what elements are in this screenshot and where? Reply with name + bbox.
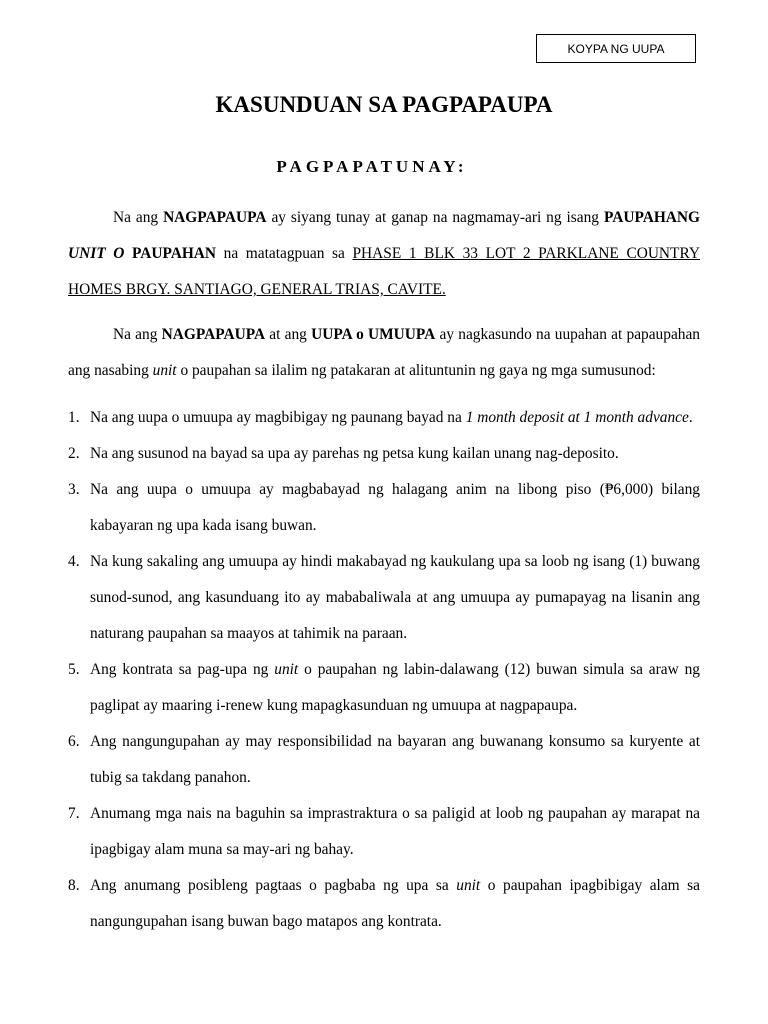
- list-number: 6.: [68, 733, 80, 750]
- list-item: [68, 400, 700, 436]
- bold-term: NAGPAPAUPA: [163, 209, 267, 226]
- list-item: [68, 472, 700, 544]
- text: Ang anumang posibleng pagtaas o pagbaba ng upa sa: [90, 877, 457, 894]
- text: Na ang uupa o umuupa ay magbabayad ng halagang anim na libong piso (₱6,000) bilang kabayaran ng upa kada isang buwan.: [90, 481, 700, 534]
- copy-label-box: [536, 34, 696, 63]
- text: Na ang susunod na bayad sa upa ay parehas ng petsa kung kailan unang nag-deposito.: [90, 445, 619, 462]
- italic-term: 1 month deposit at 1 month advance: [465, 409, 689, 426]
- paragraph-agreement: [68, 317, 700, 389]
- bold-term: UUPA o UMUUPA: [311, 326, 436, 343]
- list-item: [68, 724, 700, 796]
- paragraph-ownership: [68, 200, 700, 308]
- text: o paupahan ng labin-dalawang (12) buwan simula sa araw ng paglipat ay maaring i-renew kung mapagkasunduan ng umuupa at nagpapaupa.: [90, 661, 701, 714]
- text: ay siyang tunay at ganap na nagmamay-ari ng isang: [266, 209, 604, 226]
- bold-term: PAUPAHANG: [603, 209, 700, 226]
- bold-italic-term: UNIT O: [68, 245, 125, 262]
- text: Na kung sakaling ang umuupa ay hindi makabayad ng kaukulang upa sa loob ng isang (1) buwang sunod-sunod, ang kasunduang ito ay mababaliwala at ang umuupa ay pumapayag na lisanin ang naturang paupahan sa maayos at tahimik na paraan.: [90, 553, 700, 642]
- list-number: 5.: [68, 661, 80, 678]
- text: Ang kontrata sa pag-upa ng: [90, 661, 275, 678]
- list-number: 3.: [68, 481, 80, 498]
- list-item: [68, 868, 700, 940]
- text: Na ang uupa o umuupa ay magbibigay ng paunang bayad na: [90, 409, 466, 426]
- text: Na ang: [113, 326, 162, 343]
- italic-term: unit: [152, 362, 177, 379]
- bold-term: PAUPAHAN: [124, 245, 217, 262]
- text: ay nagkasundo na uupahan at papaupahan ang nasabing: [68, 326, 700, 379]
- italic-term: unit: [456, 877, 481, 894]
- text: na matatagpuan sa: [216, 245, 353, 262]
- bold-term: NAGPAPAUPA: [161, 326, 266, 343]
- list-item: [68, 796, 700, 868]
- list-item: [68, 544, 700, 652]
- list-number: 8.: [68, 877, 80, 894]
- text: o paupahan ipagbibigay alam sa nangungupahan isang buwan bago matapos ang kontrata.: [90, 877, 700, 930]
- list-number: 7.: [68, 805, 80, 822]
- text: o paupahan sa ilalim ng patakaran at alituntunin ng gaya ng mga sumusunod:: [176, 362, 656, 379]
- text: Ang nangungupahan ay may responsibilidad na bayaran ang buwanang konsumo sa kuryente at tubig sa takdang panahon.: [90, 733, 700, 786]
- document-title: KASUNDUAN SA PAGPAPAUPA: [215, 92, 553, 117]
- list-number: 2.: [68, 445, 80, 462]
- list-number: 1.: [68, 409, 80, 426]
- list-item: [68, 652, 700, 724]
- text: .: [688, 409, 693, 426]
- text: at ang: [265, 326, 312, 343]
- section-heading: PAGPAPATUNAY:: [276, 157, 468, 176]
- text: Na ang: [113, 209, 164, 226]
- italic-term: unit: [274, 661, 299, 678]
- list-item: [68, 436, 700, 472]
- document-body: [68, 200, 700, 940]
- terms-list: [68, 400, 700, 940]
- text: Anumang mga nais na baguhin sa imprastraktura o sa paligid at loob ng paupahan ay marapat na ipagbigay alam muna sa may-ari ng bahay.: [90, 805, 700, 858]
- copy-label: KOYPA NG UUPA: [567, 41, 665, 56]
- list-number: 4.: [68, 553, 80, 570]
- property-address: PHASE 1 BLK 33 LOT 2 PARKLANE COUNTRY HOMES BRGY. SANTIAGO, GENERAL TRIAS, CAVITE.: [68, 245, 700, 298]
